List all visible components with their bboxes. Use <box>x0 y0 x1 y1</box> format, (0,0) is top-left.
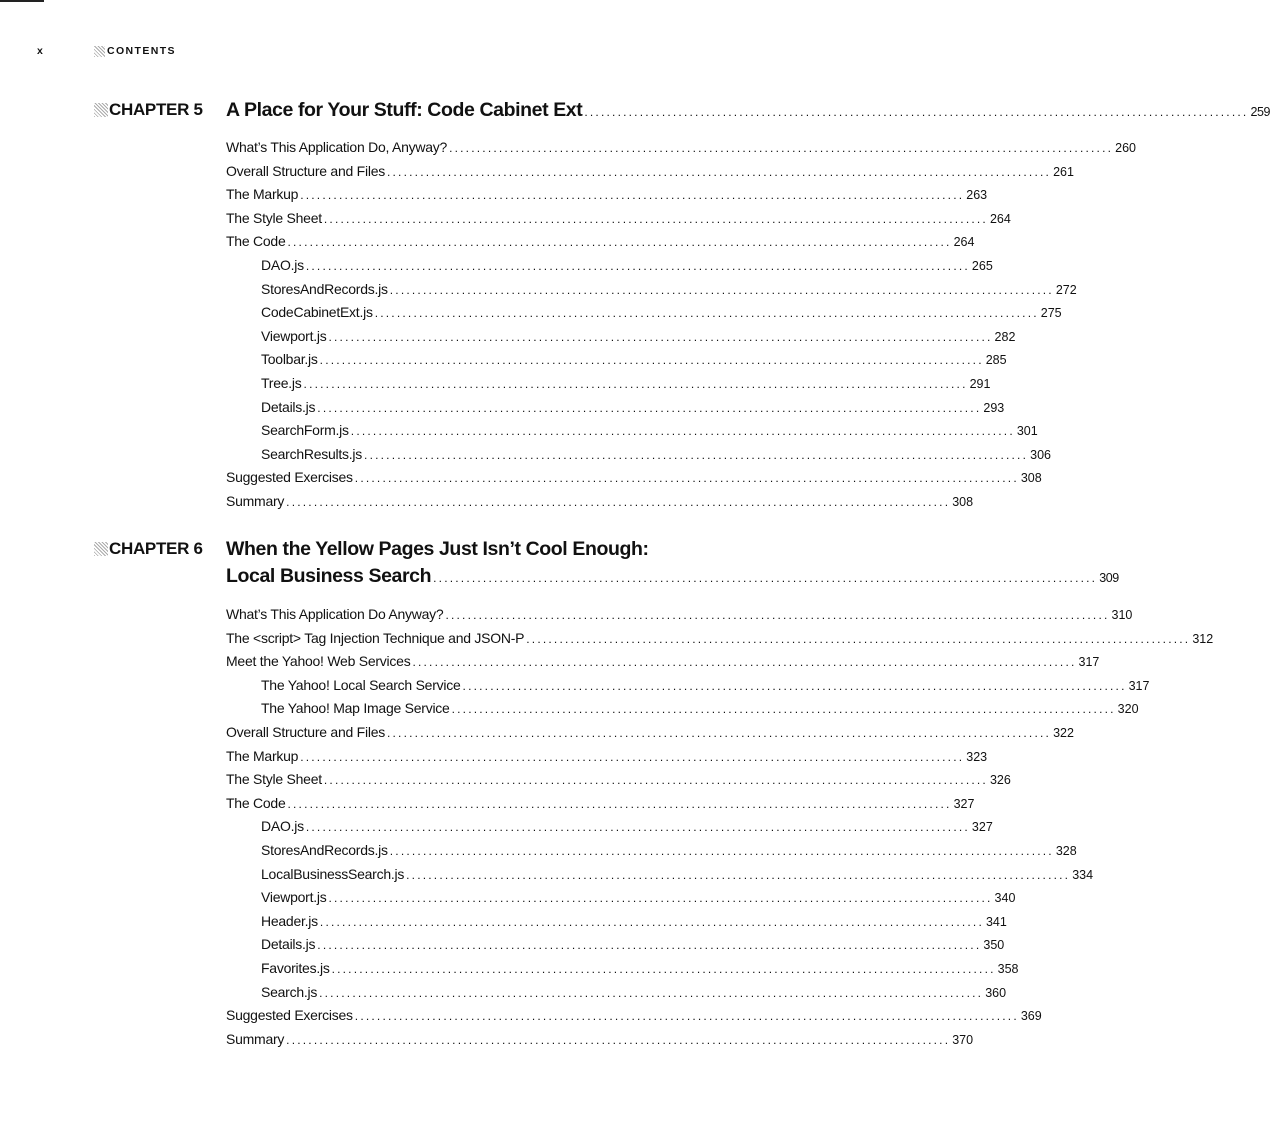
toc-entry-page: 285 <box>985 353 1007 368</box>
dot-leader: ........................................................................................................................ <box>364 447 1029 462</box>
toc-entry[interactable] <box>226 136 1137 160</box>
toc-entry-page: 264 <box>989 211 1011 226</box>
toc-entry-page: 327 <box>971 820 993 835</box>
chapter-title-line <box>226 563 1119 590</box>
toc-entry-page: 320 <box>1117 702 1139 717</box>
dot-leader: ........................................................................................................................ <box>386 726 1052 740</box>
toc-entry-title: Viewport.js <box>261 327 327 344</box>
toc-entry-page: 328 <box>1055 844 1077 858</box>
chapter-title-text: Local Business Search <box>226 565 432 587</box>
toc-entry[interactable] <box>226 160 1074 184</box>
toc-entry[interactable] <box>261 443 1051 467</box>
chapter-page-number: 259 <box>1250 105 1270 119</box>
dot-leader: ........................................................................................................................ <box>451 702 1116 717</box>
dot-leader: ........................................................................................................................ <box>303 377 968 391</box>
toc-entry[interactable] <box>226 183 988 207</box>
toc-entry[interactable] <box>226 745 988 769</box>
toc-entry-title: Details.js <box>261 936 316 953</box>
toc-entry[interactable] <box>261 981 1007 1005</box>
toc-entry-page: 261 <box>1053 164 1074 179</box>
toc-entry[interactable] <box>261 863 1094 887</box>
toc-entry-title: The Code <box>226 794 286 811</box>
running-head <box>37 43 176 59</box>
dot-leader: ........................................................................................................................ <box>433 571 1098 585</box>
chapter-label-text: CHAPTER 5 <box>109 100 203 119</box>
dot-leader: ........................................................................................................................ <box>287 235 952 250</box>
dot-leader: ........................................................................................................................ <box>300 188 965 203</box>
dot-leader: ........................................................................................................................ <box>287 796 952 811</box>
toc-entry-page: 358 <box>997 962 1019 976</box>
toc-entry-page: 360 <box>985 985 1007 1000</box>
page-folio: x <box>37 45 45 57</box>
toc-entry[interactable] <box>261 419 1038 443</box>
toc-entry-title: The Code <box>226 233 286 250</box>
toc-entry[interactable] <box>226 721 1074 745</box>
toc-entry-title: Meet the Yahoo! Web Services <box>226 653 411 670</box>
dot-leader: ........................................................................................................................ <box>286 1032 951 1047</box>
toc-entry-title: Header.js <box>261 912 318 929</box>
toc-entry-title: CodeCabinetExt.js <box>261 304 373 321</box>
chapter-title-line <box>226 97 1270 124</box>
dot-leader: ........................................................................................................................ <box>319 353 984 368</box>
toc-entry-title: StoresAndRecords.js <box>261 280 388 297</box>
toc-entry-title: Suggested Exercises <box>226 1007 353 1024</box>
dot-leader: ........................................................................................................................ <box>331 962 996 976</box>
toc-entry-title: SearchResults.js <box>261 445 363 462</box>
toc-entry[interactable] <box>226 650 1100 674</box>
toc-entry[interactable] <box>261 933 1005 957</box>
chapter-title[interactable] <box>226 97 1270 124</box>
toc-entry-page: 291 <box>969 377 991 391</box>
dot-leader: ........................................................................................................................ <box>406 867 1071 882</box>
toc-entry[interactable] <box>226 603 1133 627</box>
toc-entry-title: Overall Structure and Files <box>226 724 385 740</box>
toc-entry-page: 306 <box>1030 447 1051 462</box>
toc-entry[interactable] <box>226 792 975 816</box>
toc-entry-page: 350 <box>983 938 1005 953</box>
toc-entry-title: Details.js <box>261 398 316 415</box>
dot-leader: ........................................................................................................................ <box>328 891 993 906</box>
toc-entry-title: Summary <box>226 1030 285 1047</box>
toc-entry[interactable] <box>261 301 1062 325</box>
hatch-marker-icon <box>94 103 108 117</box>
chapter-label <box>94 536 203 562</box>
running-head-section: CONTENTS <box>107 45 176 57</box>
toc-entry-page: 301 <box>1016 424 1038 439</box>
toc-entry[interactable] <box>261 325 1016 349</box>
toc-entry-page: 308 <box>1020 471 1042 486</box>
toc-entry-page: 310 <box>1111 608 1133 622</box>
dot-leader: ........................................................................................................................ <box>526 631 1191 646</box>
dot-leader: ........................................................................................................................ <box>305 820 970 835</box>
toc-entry-title: What’s This Application Do Anyway? <box>226 606 444 622</box>
toc-entry-page: 327 <box>953 796 975 811</box>
toc-entry-page: 260 <box>1115 141 1137 155</box>
toc-entry-title: The Markup <box>226 186 299 203</box>
toc-entry-page: 275 <box>1040 306 1062 321</box>
dot-leader: ........................................................................................................................ <box>445 608 1110 622</box>
toc-entry[interactable] <box>226 207 1011 231</box>
toc-entry-page: 293 <box>983 400 1005 415</box>
toc-entry-title: What’s This Application Do, Anyway? <box>226 139 448 155</box>
toc-entry[interactable] <box>226 230 975 254</box>
toc-entry-page: 265 <box>971 259 993 273</box>
toc-entry-title: LocalBusinessSearch.js <box>261 865 405 882</box>
toc-entry[interactable] <box>261 348 1007 372</box>
toc-entry-title: The <script> Tag Injection Technique and JSON-P <box>226 629 525 646</box>
toc-entry[interactable] <box>261 957 1019 981</box>
toc-entry-title: The Style Sheet <box>226 771 322 788</box>
toc-entry-page: 326 <box>989 773 1011 788</box>
toc-entry[interactable] <box>261 697 1139 721</box>
toc-entry-page: 369 <box>1020 1009 1042 1024</box>
toc-entry-title: Viewport.js <box>261 889 327 906</box>
dot-leader: ........................................................................................................................ <box>449 141 1114 155</box>
toc-entry-page: 340 <box>994 891 1016 906</box>
toc-entry-page: 263 <box>966 188 988 203</box>
toc-entry[interactable] <box>261 278 1077 302</box>
toc-entry[interactable] <box>261 910 1007 934</box>
toc-entry-page: 308 <box>952 495 974 509</box>
dot-leader: ........................................................................................................................ <box>319 914 984 929</box>
toc-entry-page: 272 <box>1055 282 1077 297</box>
dot-leader: ........................................................................................................................ <box>300 749 965 764</box>
toc-entry[interactable] <box>261 254 993 278</box>
hatch-marker-icon <box>94 46 105 57</box>
toc-entry-title: DAO.js <box>261 257 304 273</box>
toc-entry-page: 317 <box>1128 678 1150 693</box>
dot-leader: ........................................................................................................................ <box>386 164 1052 179</box>
toc-entry[interactable] <box>226 1004 1042 1028</box>
toc-entry[interactable] <box>261 886 1016 910</box>
dot-leader: ........................................................................................................................ <box>412 655 1077 670</box>
dot-leader: ........................................................................................................................ <box>354 471 1019 486</box>
toc-entry[interactable] <box>226 627 1214 651</box>
toc-entry-title: Summary <box>226 493 285 509</box>
toc-entry-title: Favorites.js <box>261 960 330 976</box>
toc-entry-page: 264 <box>953 235 975 250</box>
dot-leader: ........................................................................................................................ <box>328 329 993 344</box>
dot-leader: ........................................................................................................................ <box>389 844 1054 858</box>
toc-entry[interactable] <box>226 490 974 514</box>
toc-entry-page: 341 <box>985 914 1007 929</box>
toc-entry-page: 317 <box>1078 655 1100 670</box>
dot-leader: ........................................................................................................................ <box>350 424 1015 439</box>
toc-entry[interactable] <box>261 396 1005 420</box>
chapter-title-text: When the Yellow Pages Just Isn’t Cool Enough: <box>226 538 649 560</box>
toc-entry-title: The Markup <box>226 747 299 764</box>
toc-entry[interactable] <box>226 768 1011 792</box>
dot-leader: ........................................................................................................................ <box>317 938 982 953</box>
toc-entry-title: Search.js <box>261 983 318 1000</box>
chapter-label <box>94 97 203 123</box>
chapter-title-line <box>226 536 710 563</box>
chapter-label-text: CHAPTER 6 <box>109 539 203 558</box>
corner-rule <box>0 0 44 2</box>
toc-entry-page: 312 <box>1192 631 1214 646</box>
toc-entry-title: Overall Structure and Files <box>226 162 385 179</box>
dot-leader: ........................................................................................................................ <box>317 400 982 415</box>
toc-entry-title: The Yahoo! Map Image Service <box>261 700 450 717</box>
dot-leader: ........................................................................................................................ <box>305 259 970 273</box>
toc-entry[interactable] <box>261 372 991 396</box>
toc-entry-title: DAO.js <box>261 818 304 835</box>
dot-leader: ........................................................................................................................ <box>323 773 988 788</box>
dot-leader: ........................................................................................................................ <box>389 282 1054 297</box>
toc-entry-title: Suggested Exercises <box>226 469 353 486</box>
dot-leader: ........................................................................................................................ <box>584 105 1249 119</box>
chapter-title-text: A Place for Your Stuff: Code Cabinet Ext <box>226 99 583 121</box>
dot-leader: ........................................................................................................................ <box>286 495 951 509</box>
dot-leader: ........................................................................................................................ <box>319 985 984 1000</box>
toc-entry[interactable] <box>226 466 1042 490</box>
toc-entry-title: Toolbar.js <box>261 351 318 368</box>
toc-entry-title: SearchForm.js <box>261 422 349 439</box>
toc-entry[interactable] <box>226 1028 974 1052</box>
toc-entry-page: 370 <box>952 1032 974 1047</box>
dot-leader: ........................................................................................................................ <box>354 1009 1019 1024</box>
dot-leader: ........................................................................................................................ <box>462 678 1127 693</box>
dot-leader: ........................................................................................................................ <box>323 211 988 226</box>
toc-entry-page: 334 <box>1072 867 1094 882</box>
toc-entry-title: The Yahoo! Local Search Service <box>261 676 461 693</box>
hatch-marker-icon <box>94 542 108 556</box>
toc-entry-title: StoresAndRecords.js <box>261 842 388 858</box>
toc-entry-title: The Style Sheet <box>226 209 322 226</box>
toc-entry[interactable] <box>261 674 1150 698</box>
toc-entry-title: Tree.js <box>261 375 302 391</box>
toc-entry[interactable] <box>261 839 1077 863</box>
toc-entry-page: 282 <box>994 329 1016 344</box>
chapter-title[interactable] <box>226 536 1119 590</box>
toc-entry[interactable] <box>261 815 993 839</box>
chapter-page-number: 309 <box>1099 571 1119 585</box>
dot-leader: ........................................................................................................................ <box>374 306 1039 321</box>
toc-entry-page: 322 <box>1053 726 1074 740</box>
toc-entry-page: 323 <box>966 749 988 764</box>
